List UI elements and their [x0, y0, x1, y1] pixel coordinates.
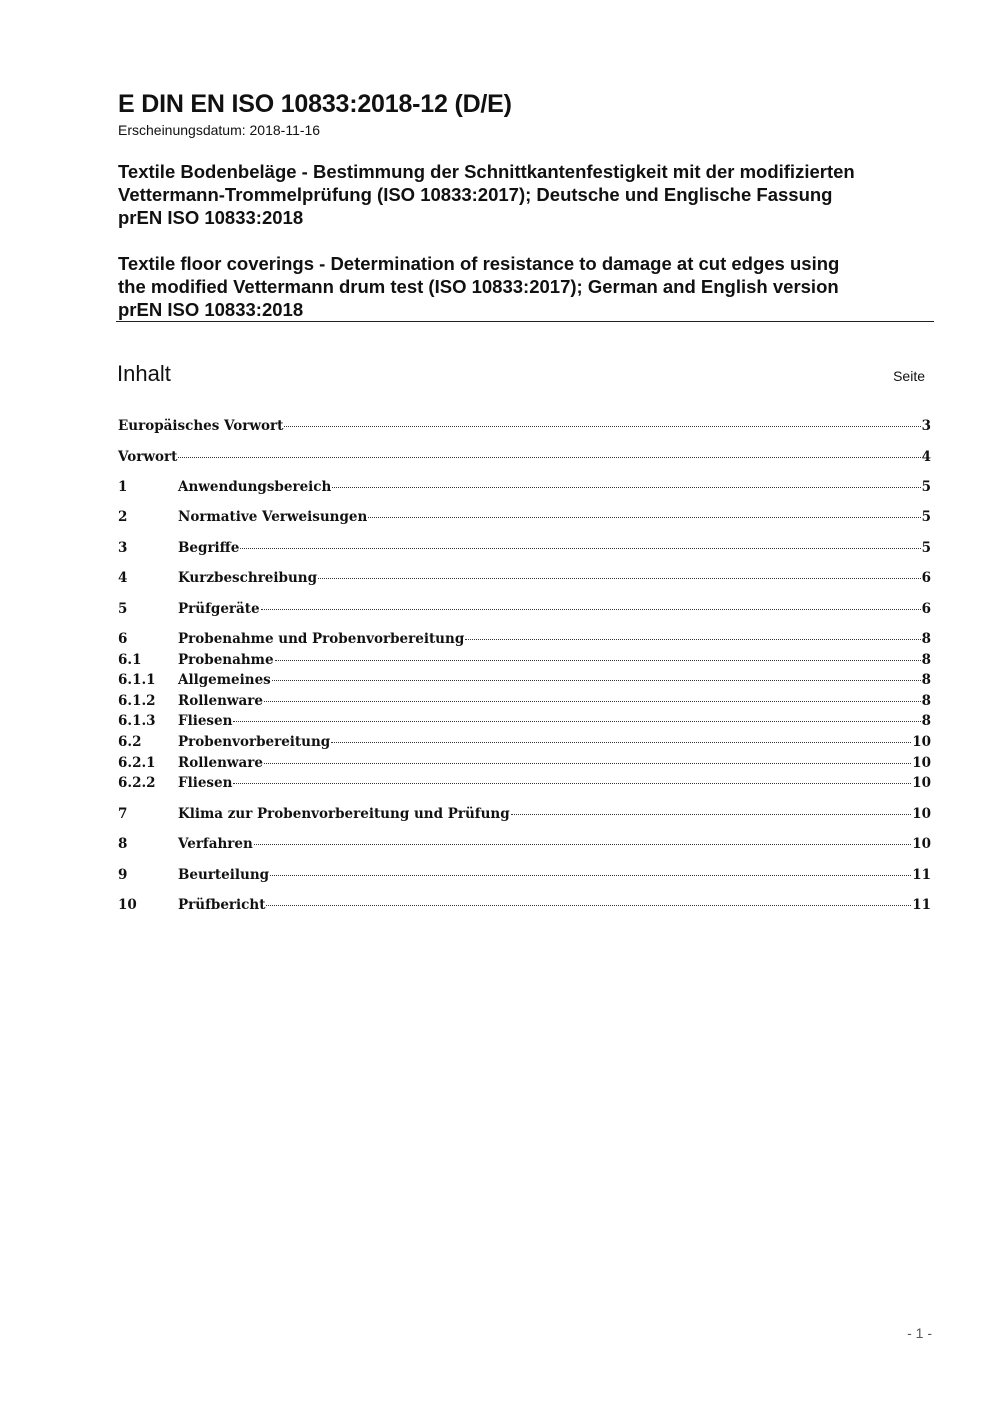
toc-entry-title: Kurzbeschreibung: [178, 570, 318, 586]
toc-entry[interactable]: [118, 479, 931, 497]
toc-entry[interactable]: [118, 540, 931, 558]
toc-entry-title: Allgemeines: [178, 672, 271, 688]
title-english-line-3: prEN ISO 10833:2018: [118, 299, 304, 320]
toc-entry-number: 10: [118, 897, 137, 913]
toc-entry-title: Vorwort: [118, 449, 178, 465]
toc-entry-page: 11: [912, 897, 931, 913]
toc-dot-leader: [332, 487, 920, 488]
toc-entry-title: Rollenware: [178, 755, 263, 771]
title-german-line-1: Textile Bodenbeläge - Bestimmung der Schnittkantenfestigkeit mit der modifizierten: [118, 161, 855, 182]
toc-entry-number: 6.1.3: [118, 713, 156, 729]
toc-entry-number: 6.1.2: [118, 693, 156, 709]
toc-entry[interactable]: [118, 509, 931, 527]
toc-entry-page: 3: [921, 418, 931, 434]
toc-entry-page: 8: [921, 713, 931, 729]
toc-entry-page: 5: [921, 540, 931, 556]
toc-entry-number: 9: [118, 867, 128, 883]
toc-entry-title: Fliesen: [178, 713, 233, 729]
toc-entry[interactable]: [118, 449, 931, 467]
toc-entry-page: 8: [921, 672, 931, 688]
toc-entry-page: 5: [921, 509, 931, 525]
toc-dot-leader: [240, 548, 920, 549]
toc-entry[interactable]: [118, 631, 931, 649]
publication-date: Erscheinungsdatum: 2018-11-16: [118, 122, 321, 138]
toc-entry-page: 11: [912, 867, 931, 883]
toc-entry[interactable]: [118, 601, 931, 619]
toc-entry[interactable]: [118, 867, 931, 885]
toc-entry-title: Klima zur Probenvorbereitung und Prüfung: [178, 806, 510, 822]
page-number: - 1 -: [907, 1325, 932, 1341]
toc-dot-leader: [266, 905, 911, 906]
title-english-line-2: the modified Vettermann drum test (ISO 10833:2017); German and English version: [118, 276, 839, 297]
toc-entry-page: 6: [921, 601, 931, 617]
toc-entry[interactable]: [118, 418, 931, 436]
toc-entry[interactable]: [118, 755, 931, 773]
toc-dot-leader: [318, 578, 921, 579]
toc-entry-title: Prüfbericht: [178, 897, 266, 913]
toc-entry-page: 10: [912, 836, 931, 852]
toc-entry[interactable]: [118, 652, 931, 670]
toc-entry-number: 4: [118, 570, 128, 586]
toc-entry-number: 6.1.1: [118, 672, 156, 688]
toc-entry-number: 1: [118, 479, 128, 495]
title-german-line-2: Vettermann-Trommelprüfung (ISO 10833:2017); Deutsche und Englische Fassung: [118, 184, 833, 205]
toc-entry-title: Rollenware: [178, 693, 263, 709]
title-german-line-3: prEN ISO 10833:2018: [118, 207, 304, 228]
toc-dot-leader: [264, 763, 911, 764]
toc-page-column-heading: Seite: [893, 368, 925, 384]
toc-entry[interactable]: [118, 806, 931, 824]
toc-entry[interactable]: [118, 713, 931, 731]
toc-entry-number: 6.2.2: [118, 775, 156, 791]
toc-heading: Inhalt: [117, 361, 171, 386]
toc-dot-leader: [331, 742, 911, 743]
toc-dot-leader: [264, 701, 921, 702]
toc-entry-page: 10: [912, 734, 931, 750]
title-english: [118, 252, 938, 321]
toc-entry-page: 4: [921, 449, 931, 465]
toc-entry-number: 2: [118, 509, 128, 525]
toc-entry[interactable]: [118, 570, 931, 588]
toc-entry-number: 6.2: [118, 734, 142, 750]
toc-entry-title: Verfahren: [178, 836, 253, 852]
toc-entry-title: Normative Verweisungen: [178, 509, 368, 525]
toc-dot-leader: [233, 783, 911, 784]
toc-entry-page: 5: [921, 479, 931, 495]
toc-entry-title: Probenahme und Probenvorbereitung: [178, 631, 465, 647]
toc-entry[interactable]: [118, 672, 931, 690]
toc-dot-leader: [254, 844, 911, 845]
document-id: E DIN EN ISO 10833:2018-12 (D/E): [118, 90, 512, 118]
toc-entry-title: Begriffe: [178, 540, 240, 556]
toc-dot-leader: [368, 517, 920, 518]
toc-entry-title: Anwendungsbereich: [178, 479, 332, 495]
toc-dot-leader: [261, 609, 921, 610]
toc-entry-page: 10: [912, 806, 931, 822]
toc-dot-leader: [178, 457, 920, 458]
title-english-line-1: Textile floor coverings - Determination of resistance to damage at cut edges using: [118, 253, 840, 274]
title-german: [118, 160, 938, 229]
toc-entry[interactable]: [118, 836, 931, 854]
toc-entry-page: 10: [912, 775, 931, 791]
toc-dot-leader: [465, 639, 920, 640]
toc-entry-title: Prüfgeräte: [178, 601, 260, 617]
toc-entry-title: Beurteilung: [178, 867, 270, 883]
toc-entry-number: 5: [118, 601, 128, 617]
toc-dot-leader: [275, 660, 921, 661]
title-divider: [116, 321, 934, 322]
toc-entry[interactable]: [118, 693, 931, 711]
toc-entry-title: Fliesen: [178, 775, 233, 791]
toc-entry-page: 8: [921, 693, 931, 709]
toc-entry-number: 6.1: [118, 652, 142, 668]
toc-entry[interactable]: [118, 897, 931, 915]
toc-dot-leader: [511, 814, 912, 815]
toc-entry-number: 8: [118, 836, 128, 852]
toc-entry-number: 6: [118, 631, 128, 647]
toc-entry[interactable]: [118, 734, 931, 752]
toc-entry-page: 10: [912, 755, 931, 771]
toc-dot-leader: [284, 426, 920, 427]
toc-entry-number: 6.2.1: [118, 755, 156, 771]
toc-entry-title: Probenvorbereitung: [178, 734, 331, 750]
toc-entry-title: Probenahme: [178, 652, 274, 668]
toc-entry[interactable]: [118, 775, 931, 793]
toc-dot-leader: [270, 875, 911, 876]
toc-entry-title: Europäisches Vorwort: [118, 418, 284, 434]
toc-entry-page: 8: [921, 631, 931, 647]
toc-entry-page: 8: [921, 652, 931, 668]
toc-entry-page: 6: [921, 570, 931, 586]
toc-entry-number: 3: [118, 540, 128, 556]
toc-entry-number: 7: [118, 806, 128, 822]
toc-dot-leader: [233, 721, 920, 722]
toc-dot-leader: [272, 680, 921, 681]
